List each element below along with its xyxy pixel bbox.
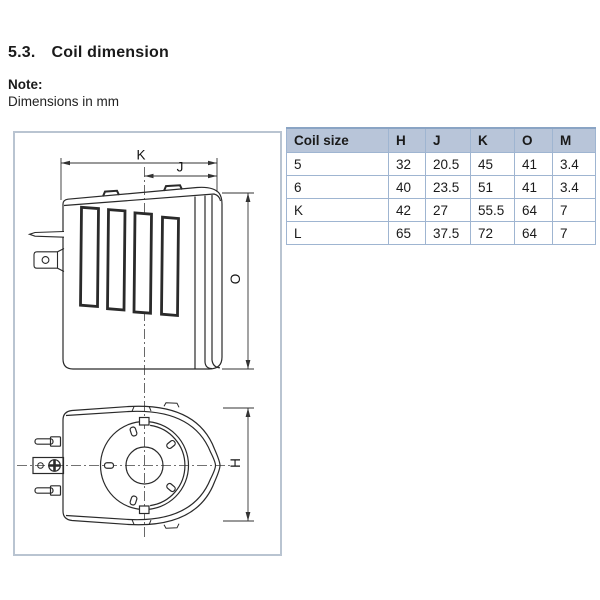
cell: L: [287, 222, 389, 245]
table-row: [287, 222, 596, 245]
dim-label-j: J: [176, 159, 184, 175]
cell: 3.4: [553, 176, 596, 199]
col-header-coil-size: Coil size: [287, 128, 389, 153]
cell: 20.5: [426, 153, 471, 176]
section-number: 5.3.: [8, 44, 36, 61]
cell: 3.4: [553, 153, 596, 176]
col-header-j: J: [426, 128, 471, 153]
cell: 27: [426, 199, 471, 222]
cell: 45: [471, 153, 515, 176]
col-header-m: M: [553, 128, 596, 153]
coil-drawing-frame: [13, 131, 282, 556]
col-header-k: K: [471, 128, 515, 153]
cell: 65: [389, 222, 426, 245]
table-row: [287, 199, 596, 222]
cell: 7: [553, 222, 596, 245]
col-header-o: O: [515, 128, 553, 153]
cell: 64: [515, 199, 553, 222]
table-header-row: [287, 128, 596, 153]
table-row: [287, 153, 596, 176]
vent-slots: [81, 207, 179, 315]
bottom-view-pins: [33, 437, 64, 495]
page-title: Coil dimension: [51, 44, 169, 61]
dim-label-h: H: [228, 458, 243, 468]
col-header-h: H: [389, 128, 426, 153]
cell: 5: [287, 153, 389, 176]
cell: 42: [389, 199, 426, 222]
dim-label-o: O: [228, 273, 243, 285]
cell: 7: [553, 199, 596, 222]
dim-label-k: K: [136, 147, 146, 163]
cell: 41: [515, 176, 553, 199]
cell: 64: [515, 222, 553, 245]
cell: 40: [389, 176, 426, 199]
coil-side-view: [30, 185, 223, 369]
cell: 41: [515, 153, 553, 176]
cell: 37.5: [426, 222, 471, 245]
cell: 23.5: [426, 176, 471, 199]
coil-technical-drawing: [15, 133, 280, 554]
table-row: [287, 176, 596, 199]
note-text: Dimensions in mm: [8, 94, 120, 109]
note-label: Note:: [8, 77, 43, 92]
cell: 6: [287, 176, 389, 199]
section-heading: [8, 44, 169, 62]
cell: 72: [471, 222, 515, 245]
cell: 55.5: [471, 199, 515, 222]
cell: K: [287, 199, 389, 222]
flange-slots: [105, 426, 177, 505]
cell: 32: [389, 153, 426, 176]
coil-dimension-table: [286, 127, 596, 245]
cell: 51: [471, 176, 515, 199]
